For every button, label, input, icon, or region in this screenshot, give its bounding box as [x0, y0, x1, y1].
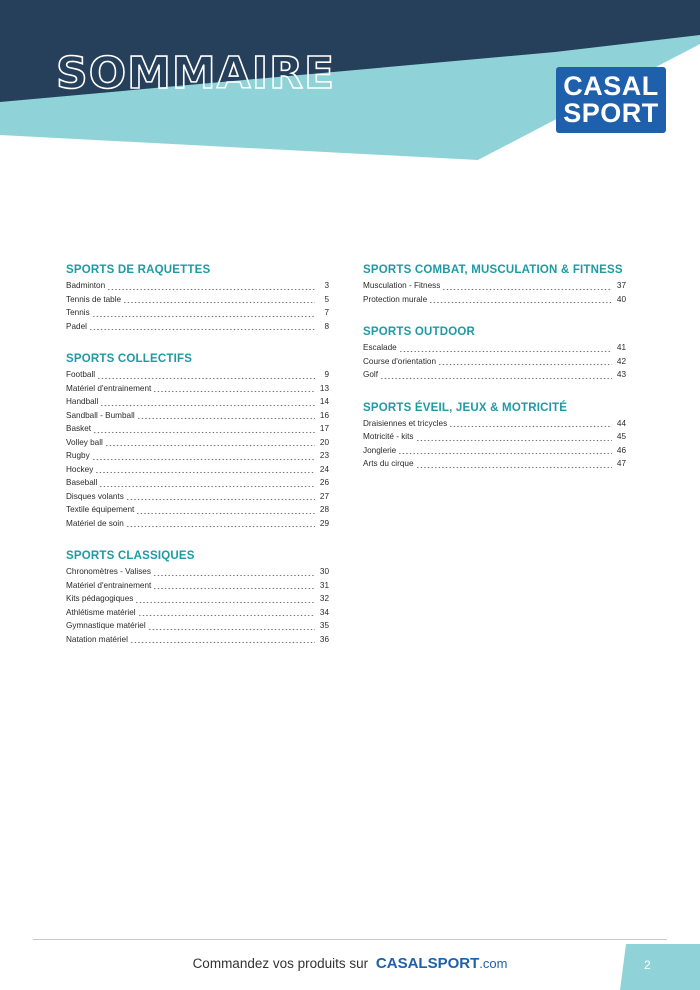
- toc-entry[interactable]: [66, 438, 329, 452]
- footer-website-tld[interactable]: .com: [479, 956, 508, 971]
- dot-leader: [105, 441, 315, 447]
- toc-entry-page: 9: [324, 370, 329, 379]
- footer-website-brand-link[interactable]: CASALSPORT: [375, 955, 480, 972]
- toc-entry-label: Golf: [363, 370, 379, 379]
- dot-leader: [148, 625, 315, 631]
- toc-entry-page: 13: [319, 383, 329, 393]
- toc-entry-page: 28: [319, 505, 329, 514]
- toc-entry-page: 23: [319, 451, 329, 460]
- toc-entry-page: 36: [319, 634, 329, 644]
- toc-entry[interactable]: [66, 519, 329, 533]
- toc-entry-list: [363, 281, 626, 308]
- toc-entry-page: 44: [616, 418, 626, 428]
- dot-leader: [126, 495, 315, 501]
- toc-entry-label: Motricité - kits: [363, 432, 414, 441]
- toc-entry-page: 7: [324, 308, 329, 317]
- toc-entry-label: Musculation - Fitness: [363, 281, 441, 290]
- toc-entry[interactable]: [363, 459, 626, 473]
- toc-entry-page: 27: [319, 491, 329, 501]
- toc-entry[interactable]: [363, 281, 626, 295]
- toc-section-title: SPORTS CLASSIQUES: [66, 550, 195, 562]
- toc-entry-label: Basket: [66, 424, 92, 433]
- toc-left-column: [66, 264, 329, 666]
- toc-entry[interactable]: [66, 505, 329, 519]
- toc-entry-page: 40: [616, 294, 626, 304]
- toc-entry-label: Badminton: [66, 281, 106, 290]
- toc-entry-list: [66, 567, 329, 648]
- toc-entry[interactable]: [66, 581, 329, 595]
- toc-entry-label: Hockey: [66, 464, 94, 474]
- toc-entry[interactable]: [66, 322, 329, 336]
- toc-entry-label: Draisiennes et tricycles: [363, 418, 448, 428]
- toc-right-column: [363, 264, 626, 491]
- toc-entry[interactable]: [66, 411, 329, 425]
- toc-entry[interactable]: [363, 295, 626, 309]
- toc-entry[interactable]: [66, 567, 329, 581]
- dot-leader: [399, 347, 612, 353]
- footer-order-line: [0, 955, 700, 972]
- toc-entry-label: Baseball: [66, 478, 98, 487]
- toc-entry-label: Handball: [66, 397, 99, 406]
- toc-entry[interactable]: [66, 478, 329, 492]
- page-number-tab: [620, 944, 700, 990]
- toc-entry-label: Volley ball: [66, 437, 103, 447]
- dot-leader: [95, 468, 315, 474]
- toc-section-title: SPORTS OUTDOOR: [363, 326, 476, 338]
- dot-leader: [97, 374, 315, 380]
- toc-entry-page: 43: [616, 370, 626, 379]
- toc-entry-label: Course d'orientation: [363, 356, 437, 366]
- toc-entry[interactable]: [66, 424, 329, 438]
- toc-entry-label: Matériel d'entrainement: [66, 580, 152, 590]
- dot-leader: [429, 298, 612, 304]
- toc-entry[interactable]: [66, 370, 329, 384]
- toc-section: [66, 353, 329, 532]
- toc-entry-label: Protection murale: [363, 294, 428, 304]
- toc-entry-page: 8: [324, 321, 329, 331]
- footer-prefix: Commandez vos produits sur: [192, 956, 369, 971]
- dot-leader: [126, 522, 315, 528]
- dot-leader: [135, 598, 315, 604]
- toc-entry-label: Matériel d'entrainement: [66, 383, 152, 393]
- toc-entry[interactable]: [363, 370, 626, 384]
- toc-entry-page: 17: [319, 424, 329, 433]
- page-number: 2: [644, 958, 651, 972]
- toc-entry[interactable]: [66, 635, 329, 649]
- dot-leader: [438, 360, 612, 366]
- toc-entry-list: [363, 343, 626, 384]
- toc-entry-label: Chronomètres - Valises: [66, 567, 151, 576]
- dot-leader: [153, 387, 315, 393]
- dot-leader: [107, 285, 315, 291]
- toc-entry[interactable]: [363, 343, 626, 357]
- toc-entry-label: Rugby: [66, 451, 90, 460]
- casal-sport-logo[interactable]: [556, 67, 666, 133]
- toc-section-title: SPORTS ÉVEIL, JEUX & MOTRICITÉ: [363, 401, 568, 414]
- dot-leader: [153, 584, 315, 590]
- dot-leader: [416, 463, 612, 469]
- toc-entry[interactable]: [66, 621, 329, 635]
- toc-entry-list: [66, 370, 329, 532]
- toc-entry-label: Matériel de soin: [66, 518, 124, 528]
- toc-section-title: SPORTS COMBAT, MUSCULATION & FITNESS: [363, 264, 623, 276]
- toc-entry-page: 5: [324, 294, 329, 304]
- toc-entry-page: 35: [319, 621, 329, 630]
- toc-entry-label: Jonglerie: [363, 445, 397, 455]
- toc-entry-label: Textile équipement: [66, 505, 135, 514]
- toc-entry-label: Athlétisme matériel: [66, 607, 136, 617]
- toc-entry[interactable]: [66, 608, 329, 622]
- toc-entry-label: Natation matériel: [66, 634, 128, 644]
- toc-section-title: SPORTS DE RAQUETTES: [66, 264, 211, 276]
- toc-entry-page: 46: [616, 445, 626, 455]
- toc-entry-page: 32: [319, 594, 329, 603]
- footer-divider: [33, 939, 667, 940]
- toc-entry[interactable]: [363, 419, 626, 433]
- dot-leader: [92, 312, 315, 318]
- dot-leader: [138, 611, 315, 617]
- toc-section: [66, 550, 329, 648]
- dot-leader: [449, 422, 612, 428]
- dot-leader: [123, 298, 315, 304]
- toc-entry[interactable]: [363, 446, 626, 460]
- toc-entry-page: 30: [319, 567, 329, 576]
- toc-entry-page: 34: [319, 607, 329, 617]
- dot-leader: [136, 509, 315, 515]
- toc-entry-label: Kits pédagogiques: [66, 594, 134, 603]
- toc-section-title: SPORTS COLLECTIFS: [66, 353, 193, 365]
- toc-entry-page: 29: [319, 518, 329, 528]
- toc-section: [363, 264, 626, 308]
- toc-entry-page: 3: [324, 281, 329, 290]
- toc-entry-page: 26: [319, 478, 329, 487]
- dot-leader: [442, 285, 612, 291]
- toc-entry[interactable]: [66, 451, 329, 465]
- toc-entry-list: [66, 281, 329, 335]
- dot-leader: [92, 455, 315, 461]
- toc-entry-label: Arts du cirque: [363, 459, 414, 468]
- dot-leader: [93, 428, 315, 434]
- toc-entry-label: Sandball - Bumball: [66, 410, 135, 420]
- toc-entry[interactable]: [66, 492, 329, 506]
- dot-leader: [416, 436, 613, 442]
- toc-section: [363, 402, 626, 473]
- toc-entry[interactable]: [363, 432, 626, 446]
- toc-entry[interactable]: [66, 308, 329, 322]
- dot-leader: [99, 482, 315, 488]
- toc-entry-label: Escalade: [363, 343, 397, 352]
- toc-entry-page: 14: [319, 397, 329, 406]
- dot-leader: [153, 571, 315, 577]
- page-title: SOMMAIRE: [56, 48, 336, 99]
- toc-entry-label: Disques volants: [66, 491, 124, 501]
- toc-section: [66, 264, 329, 335]
- toc-entry[interactable]: [66, 397, 329, 411]
- toc-entry[interactable]: [363, 357, 626, 371]
- toc-entry[interactable]: [66, 465, 329, 479]
- toc-entry-page: 24: [319, 464, 329, 474]
- toc-entry-list: [363, 419, 626, 473]
- toc-entry-page: 37: [616, 281, 626, 290]
- toc-entry-page: 45: [616, 432, 626, 441]
- toc-section: [363, 326, 626, 384]
- toc-entry-label: Tennis de table: [66, 294, 122, 304]
- toc-entry-label: Tennis: [66, 308, 90, 317]
- dot-leader: [89, 325, 315, 331]
- toc-entry[interactable]: [66, 281, 329, 295]
- toc-entry[interactable]: [66, 295, 329, 309]
- toc-entry-page: 41: [616, 343, 626, 352]
- toc-entry-page: 20: [319, 437, 329, 447]
- dot-leader: [398, 449, 612, 455]
- toc-entry[interactable]: [66, 384, 329, 398]
- dot-leader: [100, 401, 315, 407]
- toc-entry-label: Football: [66, 370, 96, 379]
- toc-entry-page: 47: [616, 459, 626, 468]
- dot-leader: [137, 414, 315, 420]
- toc-entry-page: 42: [616, 356, 626, 366]
- dot-leader: [380, 374, 612, 380]
- toc-entry[interactable]: [66, 594, 329, 608]
- logo-line-2: SPORT: [563, 98, 659, 128]
- toc-entry-page: 31: [319, 580, 329, 590]
- toc-entry-label: Padel: [66, 321, 87, 331]
- dot-leader: [130, 638, 315, 644]
- toc-entry-label: Gymnastique matériel: [66, 621, 146, 630]
- logo-line-1: CASAL: [563, 71, 659, 101]
- toc-entry-page: 16: [319, 410, 329, 420]
